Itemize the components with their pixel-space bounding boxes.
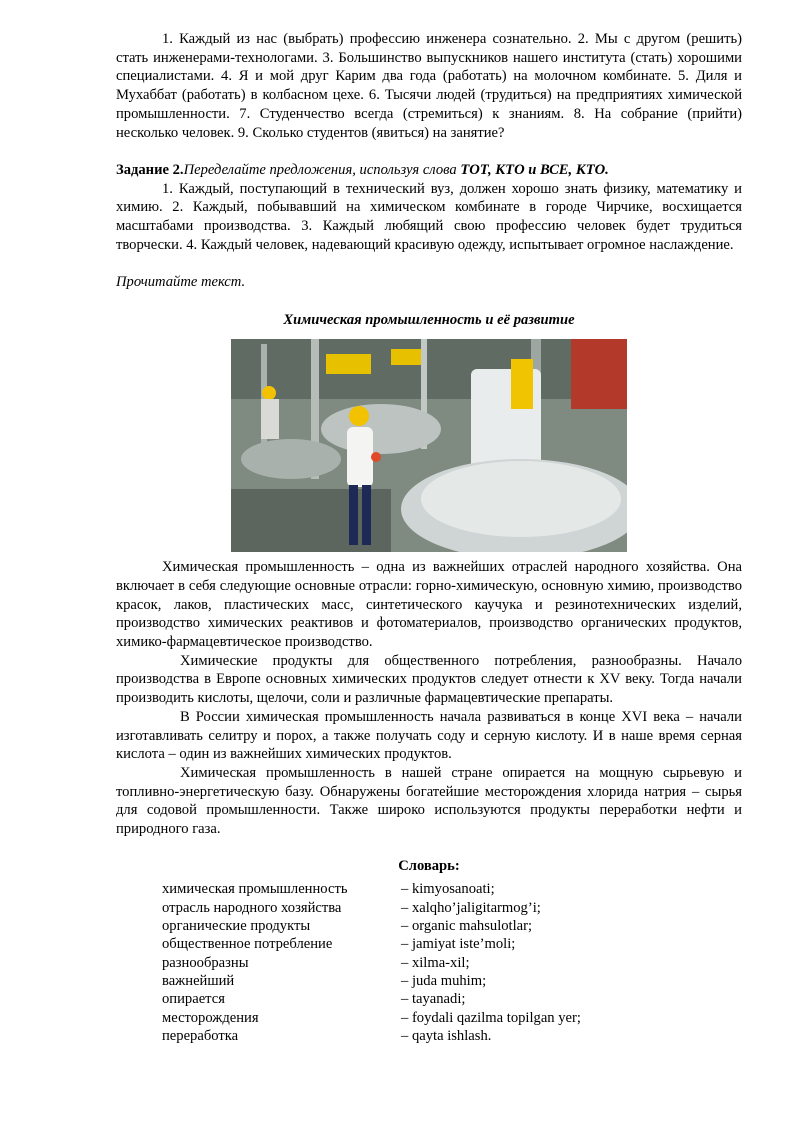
task-2-heading [116, 161, 742, 180]
vocabulary-term: химическая промышленность [162, 881, 348, 898]
vocabulary-list [116, 880, 742, 1046]
vocabulary-term: месторождения [162, 1009, 259, 1026]
vocabulary-term: опирается [162, 991, 225, 1008]
vocabulary-translation: – xalqho’jaligitarmog’i; [401, 899, 541, 916]
exercise-1-text: 1. Каждый из нас (выбрать) профессию инженера сознательно. 2. Мы с другом (решить) стать инженерами-технологами. 3. Большинство выпускников нашего института (стать) хорошими специалистами. 4. Я и мой друг Карим два года (работать) на молочном комбинате. 5. Диля и Мухаббат (работать) в колбасном цехе. 6. Тысячи людей (трудиться) на предприятиях химической промышленности. 7. Студенчество всегда (стремиться) к знаниям. 8. На собрание (прийти) несколько человек. 9. Сколько студентов (явиться) на занятие? [116, 31, 742, 141]
document-page [116, 30, 742, 1046]
task-2-words: ТОТ, КТО и ВСЕ, КТО. [460, 161, 609, 178]
vocabulary-translation: – xilma-xil; [401, 954, 470, 971]
vocabulary-translation: – juda muhim; [401, 973, 487, 990]
vocabulary-item [116, 990, 742, 1008]
vocabulary-term: разнообразны [162, 954, 249, 971]
vocabulary-translation: – jamiyat iste’moli; [401, 936, 516, 953]
vocabulary-item [116, 935, 742, 953]
vocabulary-item [116, 880, 742, 898]
vocabulary-item [116, 954, 742, 972]
task-2-instruction: Переделайте предложения, используя слова [183, 161, 461, 178]
vocabulary-title: Словарь: [398, 858, 460, 875]
vocabulary-item [116, 1027, 742, 1045]
vocabulary-term: важнейший [162, 973, 235, 990]
article-paragraph-1: Химическая промышленность – одна из важнейших отраслей народного хозяйства. Она включает в себя следующие основные отрасли: горно-химическую, основную химию, производство красок, лаков, пластических масс, синтетического каучука и резинотехнических изделий, производство химических реактивов и фотоматериалов, производство органических продуктов, химико-фармацевтическое производство. [116, 559, 742, 651]
photo-illustration [231, 339, 627, 552]
article-paragraph-2: Химические продукты для общественного потребления, разнообразны. Начало производства в Европе основных химических продуктов следует отнести к XV веку. Тогда начали производить кислоты, щелочи, соли и различные фармацевтические препараты. [116, 652, 742, 707]
vocabulary-term: отрасль народного хозяйства [162, 899, 342, 916]
vocabulary-translation: – organic mahsulotlar; [401, 917, 533, 934]
vocabulary-translation: – qayta ishlash. [401, 1028, 492, 1045]
vocabulary-translation: – tayanadi; [401, 991, 466, 1008]
vocabulary-translation: – foydali qazilma topilgan yer; [401, 1009, 581, 1026]
chemical-plant-photo [231, 339, 627, 552]
article-title: Химическая промышленность и её развитие [283, 311, 575, 328]
read-prompt: Прочитайте текст. [116, 274, 246, 291]
article-paragraph-4: Химическая промышленность в нашей стране опирается на мощную сырьевую и топливно-энергетическую базу. Обнаружены богатейшие месторождения хлорида натрия – сырья для содовой промышленности. Также широко используются продукты переработки нефти и природного газа. [116, 764, 742, 838]
vocabulary-item [116, 972, 742, 990]
vocabulary-translation: – kimyosanoati; [401, 881, 495, 898]
vocabulary-item [116, 1009, 742, 1027]
vocabulary-item [116, 917, 742, 935]
vocabulary-term: органические продукты [162, 917, 311, 934]
vocabulary-term: общественное потребление [162, 936, 333, 953]
vocabulary-item [116, 899, 742, 917]
vocabulary-term: переработка [162, 1028, 239, 1045]
task-2-label: Задание 2. [116, 161, 184, 178]
article-paragraph-3: В России химическая промышленность начала развиваться в конце XVI века – начали изготавливать селитру и порох, а также получать соду и серную кислоту. И в наше время серная кислота – один из важнейших химических продуктов. [116, 708, 742, 763]
task-2-text: 1. Каждый, поступающий в технический вуз, должен хорошо знать физику, математику и химию. 2. Каждый, побывавший на химическом комбинате в городе Чирчике, восхищается масштабами производства. 3. Каждый любящий свою профессию человек будет трудиться творчески. 4. Каждый человек, надевающий красивую одежду, испытывает огромное наслаждение. [116, 180, 742, 253]
